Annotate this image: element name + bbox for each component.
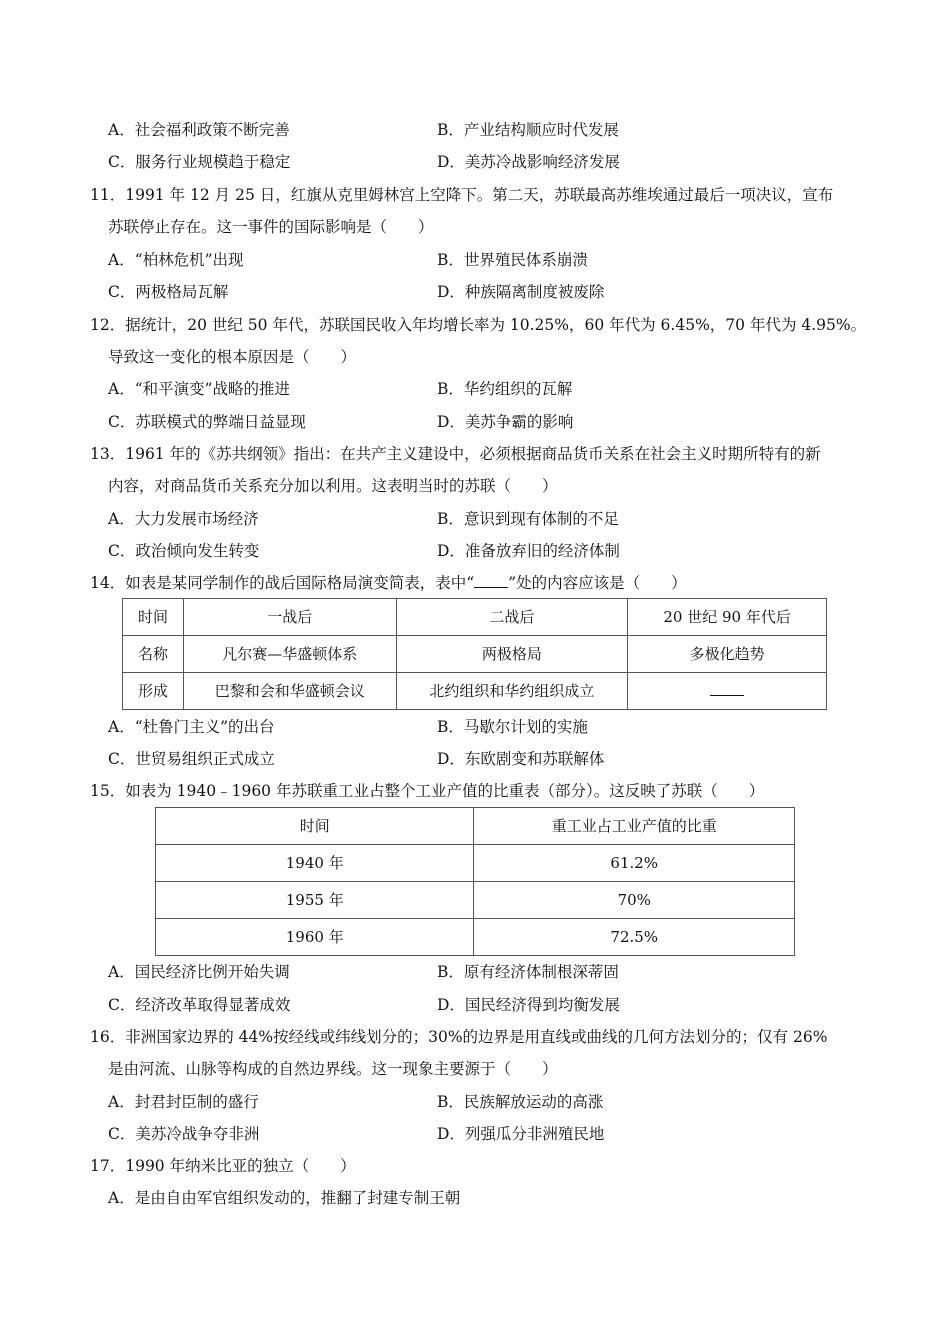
q14-stem-after: ”处的内容应该是（ ）	[508, 574, 687, 592]
q14-cell: 一战后	[183, 599, 396, 636]
q12-option-b[interactable]: B．华约组织的瓦解	[437, 380, 573, 398]
q13-stem-line1: 13．1961 年的《苏共纲领》指出：在共产主义建设中，必须根据商品货币关系在社会主义时期所特有的新	[90, 445, 821, 463]
q14-cell: 20 世纪 90 年代后	[628, 599, 827, 636]
answer-blank	[474, 573, 508, 588]
q15-option-b[interactable]: B．原有经济体制根深蒂固	[437, 963, 619, 981]
q15-cell: 1960 年	[156, 919, 474, 956]
q13-option-a[interactable]: A．大力发展市场经济	[108, 510, 259, 528]
q15-stem: 15．如表为 1940﹣1960 年苏联重工业占整个工业产值的比重表（部分）。这反映了苏联（ ）	[90, 782, 765, 800]
q16-option-b[interactable]: B．民族解放运动的高涨	[437, 1093, 604, 1111]
q12-option-c[interactable]: C．苏联模式的弊端日益显现	[108, 413, 306, 431]
q14-option-c[interactable]: C．世贸易组织正式成立	[108, 750, 275, 768]
q14-blank-cell	[628, 673, 827, 710]
q14-stem-before: 14．如表是某同学制作的战后国际格局演变简表，表中“	[90, 574, 475, 592]
q14-cell: 名称	[123, 636, 184, 673]
q14-cell: 多极化趋势	[628, 636, 827, 673]
q11-option-a[interactable]: A．“柏林危机”出现	[108, 251, 244, 269]
q15-option-d[interactable]: D．国民经济得到均衡发展	[437, 996, 620, 1014]
answer-blank	[710, 681, 744, 696]
q12-option-a[interactable]: A．“和平演变”战略的推进	[108, 380, 291, 398]
q14-option-d[interactable]: D．东欧剧变和苏联解体	[437, 750, 605, 768]
q15-cell: 72.5%	[474, 919, 795, 956]
q12-stem-line1: 12．据统计，20 世纪 50 年代，苏联国民收入年均增长率为 10.25%，60 年代为 6.45%，70 年代为 4.95%。	[90, 316, 867, 334]
q14-cell: 凡尔赛—华盛顿体系	[183, 636, 396, 673]
q14-option-b[interactable]: B．马歇尔计划的实施	[437, 718, 588, 736]
q15-cell: 61.2%	[474, 845, 795, 882]
q16-stem-line2: 是由河流、山脉等构成的自然边界线。这一现象主要源于（ ）	[108, 1060, 558, 1078]
q14-option-a[interactable]: A．“杜鲁门主义”的出台	[108, 718, 275, 736]
q16-option-d[interactable]: D．列强瓜分非洲殖民地	[437, 1125, 605, 1143]
q13-stem-line2: 内容，对商品货币关系充分加以利用。这表明当时的苏联（ ）	[108, 477, 558, 495]
q15-cell: 1955 年	[156, 882, 474, 919]
q16-stem-line1: 16．非洲国家边界的 44%按经线或纬线划分的；30%的边界是用直线或曲线的几何方法划分的；仅有 26%	[90, 1028, 828, 1046]
q14-cell: 北约组织和华约组织成立	[396, 673, 628, 710]
q15-cell: 时间	[156, 808, 474, 845]
q13-option-b[interactable]: B．意识到现有体制的不足	[437, 510, 619, 528]
q15-option-a[interactable]: A．国民经济比例开始失调	[108, 963, 290, 981]
q13-option-c[interactable]: C．政治倾向发生转变	[108, 542, 260, 560]
q14-cell: 巴黎和会和华盛顿会议	[183, 673, 396, 710]
q10-option-a[interactable]: A．社会福利政策不断完善	[108, 121, 290, 139]
q11-option-c[interactable]: C．两极格局瓦解	[108, 283, 229, 301]
q15-option-c[interactable]: C．经济改革取得显著成效	[108, 996, 291, 1014]
q17-option-a[interactable]: A．是由自由军官组织发动的，推翻了封建专制王朝	[108, 1189, 461, 1207]
q14-cell: 两极格局	[396, 636, 628, 673]
q11-option-b[interactable]: B．世界殖民体系崩溃	[437, 251, 588, 269]
q14-table	[122, 598, 827, 710]
q15-cell: 70%	[474, 882, 795, 919]
q14-cell: 二战后	[396, 599, 628, 636]
q11-stem-line1: 11．1991 年 12 月 25 日，红旗从克里姆林宫上空降下。第二天，苏联最高苏维埃通过最后一项决议，宣布	[90, 186, 834, 204]
q12-stem-line2: 导致这一变化的根本原因是（ ）	[108, 348, 357, 366]
q13-option-d[interactable]: D．准备放弃旧的经济体制	[437, 542, 620, 560]
q15-table	[155, 807, 795, 956]
q14-cell: 时间	[123, 599, 184, 636]
q11-stem-line2: 苏联停止存在。这一事件的国际影响是（ ）	[108, 218, 434, 236]
q14-stem	[90, 572, 687, 594]
q11-option-d[interactable]: D．种族隔离制度被废除	[437, 283, 605, 301]
q14-cell: 形成	[123, 673, 184, 710]
q15-cell: 1940 年	[156, 845, 474, 882]
q10-option-b[interactable]: B．产业结构顺应时代发展	[437, 121, 619, 139]
q16-option-c[interactable]: C．美苏冷战争夺非洲	[108, 1125, 260, 1143]
q10-option-c[interactable]: C．服务行业规模趋于稳定	[108, 153, 291, 171]
q17-stem: 17．1990 年纳米比亚的独立（ ）	[90, 1157, 356, 1175]
q10-option-d[interactable]: D．美苏冷战影响经济发展	[437, 153, 620, 171]
q16-option-a[interactable]: A．封君封臣制的盛行	[108, 1093, 259, 1111]
q15-cell: 重工业占工业产值的比重	[474, 808, 795, 845]
q12-option-d[interactable]: D．美苏争霸的影响	[437, 413, 574, 431]
